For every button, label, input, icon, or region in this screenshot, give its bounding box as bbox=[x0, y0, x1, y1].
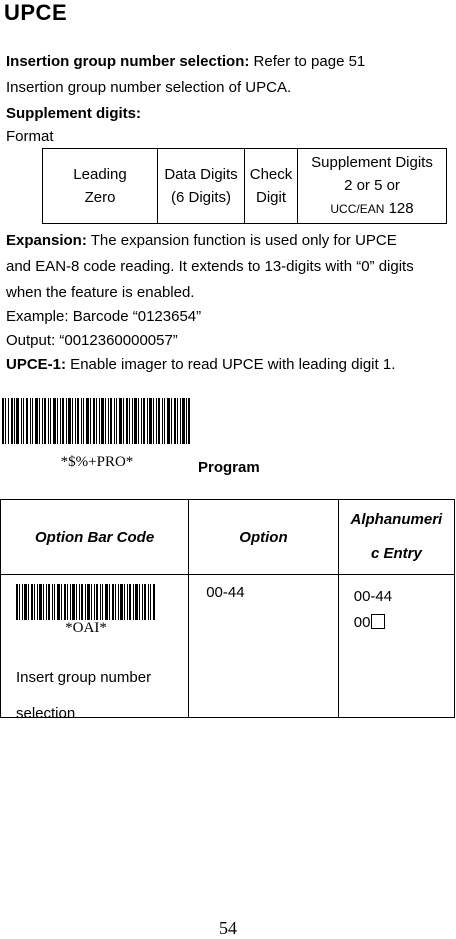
expansion-example: Example: Barcode “0123654” bbox=[6, 308, 202, 325]
expansion-output: Output: “0012360000057” bbox=[6, 332, 178, 349]
format-supplement-digits: Supplement Digits 2 or 5 or UCC/EAN 128 bbox=[298, 149, 447, 224]
insertion-text-1: Refer to page 51 bbox=[249, 53, 366, 70]
upce1-label: UPCE-1: bbox=[6, 356, 67, 373]
page-number: 54 bbox=[219, 918, 237, 938]
alphanumeric-entry-cell bbox=[338, 575, 454, 718]
insertion-label: Insertion group number selection: bbox=[6, 53, 250, 70]
expansion-line-1: Expansion: The expansion function is used only for UPCE bbox=[6, 232, 397, 249]
oai-barcode-caption: *OAI* bbox=[65, 620, 107, 636]
option-description: Insert group number selection bbox=[16, 669, 152, 722]
option-value-cell bbox=[189, 575, 339, 718]
format-check-digit: Check Digit bbox=[245, 149, 298, 224]
table-row bbox=[1, 575, 455, 718]
expansion-line-3: when the feature is enabled. bbox=[6, 284, 195, 301]
barcode-icon bbox=[2, 398, 190, 456]
format-data-digits: Data Digits (6 Digits) bbox=[158, 149, 245, 224]
header-option: Option bbox=[189, 500, 339, 575]
expansion-line-2: and EAN-8 code reading. It extends to 13-digits with “0” digits bbox=[6, 258, 414, 275]
expansion-label: Expansion: bbox=[6, 232, 87, 249]
option-barcode-cell bbox=[1, 575, 189, 722]
supplement-label: Supplement digits: bbox=[6, 105, 141, 122]
header-alphanumeric-entry: Alphanumeri c Entry bbox=[338, 500, 454, 575]
program-label: Program bbox=[198, 459, 260, 476]
placeholder-box-icon bbox=[371, 614, 385, 629]
option-table bbox=[0, 499, 455, 722]
insertion-line-1 bbox=[6, 52, 365, 72]
format-label: Format bbox=[6, 128, 54, 145]
option-table-header bbox=[1, 500, 455, 575]
header-option-bar-code: Option Bar Code bbox=[1, 500, 189, 575]
page-title: UPCE bbox=[4, 0, 68, 25]
upce1-line: UPCE-1: Enable imager to read UPCE with leading digit 1. bbox=[6, 356, 396, 373]
format-leading-zero: Leading Zero bbox=[43, 149, 158, 224]
alphanumeric-entry: 00-44 00 bbox=[353, 588, 393, 631]
option-value: 00-44 bbox=[206, 584, 245, 601]
insertion-line-2: Insertion group number selection of UPCA. bbox=[6, 79, 292, 96]
barcode-icon bbox=[16, 584, 156, 622]
oai-barcode[interactable] bbox=[16, 584, 156, 636]
program-barcode-caption: *$%+PRO* bbox=[60, 454, 134, 470]
program-barcode[interactable] bbox=[2, 398, 190, 470]
format-table bbox=[42, 148, 447, 224]
